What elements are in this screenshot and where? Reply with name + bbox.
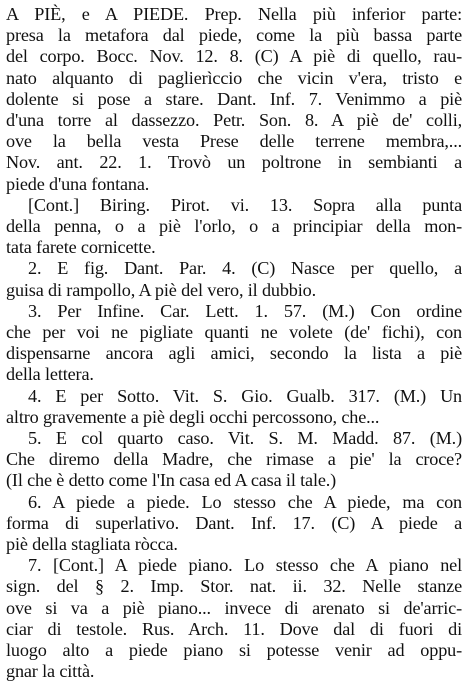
text-line: del corpo. Bocc. Nov. 12. 8. (C) A piè di quello, rau- (6, 46, 462, 67)
text-line: ove la bella vesta Prese delle terrene membra,... (6, 131, 462, 152)
text-line: guisa di rampollo, A piè del vero, il dubbio. (6, 279, 316, 300)
text-line: piede d'una fontana. (6, 173, 150, 194)
text-line: della penna, o a piè l'orlo, o a principiar della mon- (6, 216, 462, 237)
text-line: sign. del § 2. Imp. Stor. nat. ii. 32. Nelle stanze (6, 576, 462, 597)
text-line: luogo alto a piede piano si potesse venir ad oppu- (6, 640, 462, 661)
text-line: 7. [Cont.] A piede piano. Lo stesso che A piano nel (28, 555, 462, 576)
text-line: della lettera. (6, 364, 94, 385)
text-line: 5. E col quarto caso. Vit. S. M. Madd. 87. (M.) (28, 428, 462, 449)
text-line: che per voi ne pigliate quanti ne volete (de' fichi), con (6, 322, 462, 343)
text-line: dispensarne ancora agli amici, secondo la lista a piè (6, 343, 462, 364)
text-line: [Cont.] Biring. Pirot. vi. 13. Sopra alla punta (28, 194, 462, 215)
text-line: Nov. ant. 22. 1. Trovò un poltrone in sembianti a (6, 152, 462, 173)
text-line: (Il che è detto come l'In casa ed A casa il tale.) (6, 470, 337, 491)
text-line: dolente si pose a stare. Dant. Inf. 7. Venimmo a piè (6, 88, 462, 109)
text-line: piè della stagliata ròcca. (6, 534, 178, 555)
text-line: forma di superlativo. Dant. Inf. 17. (C) A piede a (6, 512, 462, 533)
text-line: gnar la città. (6, 661, 95, 682)
text-line: altro gravemente a piè degli occhi percossono, che... (6, 406, 380, 427)
text-line: 3. Per Infine. Car. Lett. 1. 57. (M.) Con ordine (28, 300, 462, 321)
text-line: Che diremo della Madre, che rimase a pie' la croce? (6, 449, 462, 470)
text-line: ove si va a piè piano... invece di arenato si de'arric- (6, 597, 462, 618)
text-line: ciar di testole. Rus. Arch. 11. Dove dal di fuori di (6, 618, 462, 639)
text-line: nato alquanto di paglierìccio che vicin v'era, tristo e (6, 67, 462, 88)
text-line: tata farete cornicette. (6, 237, 156, 258)
text-line: presa la metafora dal piede, come la più bassa parte (6, 25, 462, 46)
text-line: 6. A piede a piede. Lo stesso che A piede, ma con (28, 491, 462, 512)
text-line: d'una torre al dassezzo. Petr. Son. 8. A piè de' colli, (6, 110, 462, 131)
text-line: 2. E fig. Dant. Par. 4. (C) Nasce per quello, a (28, 258, 462, 279)
text-line: A PIÈ, e A PIEDE. Prep. Nella più inferior parte: (6, 4, 462, 24)
text-line: 4. E per Sotto. Vit. S. Gio. Gualb. 317. (M.) Un (28, 385, 462, 406)
